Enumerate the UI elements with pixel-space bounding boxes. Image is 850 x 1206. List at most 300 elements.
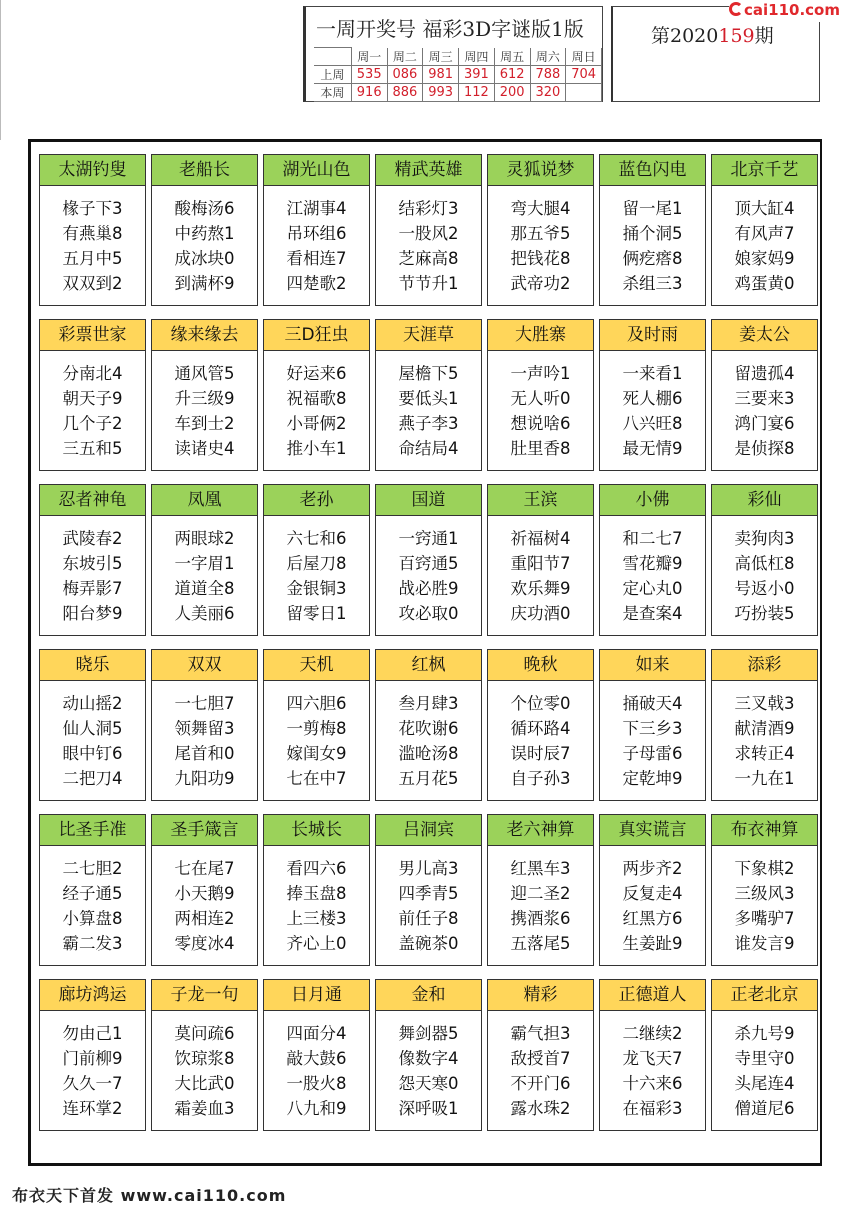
- puzzle-lines: [264, 516, 369, 626]
- draw-value: 112: [459, 83, 495, 101]
- puzzle-line: 眼中钉6: [62, 744, 123, 763]
- corner-cell: [314, 48, 351, 66]
- puzzle-card: [39, 154, 146, 306]
- puzzle-lines: [600, 846, 705, 956]
- puzzle-line: 在福彩3: [622, 1099, 683, 1118]
- puzzle-lines: [152, 681, 257, 791]
- puzzle-lines: [152, 516, 257, 626]
- puzzle-line: 捧玉盘8: [286, 884, 347, 903]
- puzzle-author-title: 太湖钓叟: [40, 155, 145, 186]
- puzzle-card: [263, 154, 370, 306]
- puzzle-lines: [712, 846, 817, 956]
- puzzle-line: 留零日1: [286, 604, 347, 623]
- puzzle-author-title: 灵狐说梦: [488, 155, 593, 186]
- puzzle-line: 个位零0: [510, 694, 571, 713]
- puzzle-card: [375, 979, 482, 1131]
- puzzle-line: 两步齐2: [622, 859, 683, 878]
- puzzle-line: 一九在1: [734, 769, 795, 788]
- puzzle-card: [487, 484, 594, 636]
- puzzle-line: 最无情9: [622, 439, 683, 458]
- puzzle-line: 子母雷6: [622, 744, 683, 763]
- puzzle-line: 寺里守0: [734, 1049, 795, 1068]
- puzzle-card: [375, 484, 482, 636]
- puzzle-card: [151, 649, 258, 801]
- puzzle-line: 要低头1: [398, 389, 459, 408]
- puzzle-line: 读诸史4: [174, 439, 235, 458]
- puzzle-line: 道道全8: [174, 579, 235, 598]
- puzzle-author-title: 彩票世家: [40, 320, 145, 351]
- puzzle-lines: [40, 351, 145, 461]
- puzzle-author-title: 日月通: [264, 980, 369, 1011]
- puzzle-line: 三五和5: [62, 439, 123, 458]
- puzzle-line: 八九和9: [286, 1099, 347, 1118]
- puzzle-line: 一窍通1: [398, 529, 459, 548]
- puzzle-lines: [264, 681, 369, 791]
- puzzle-line: 分南北4: [62, 364, 123, 383]
- puzzle-line: 命结局4: [398, 439, 459, 458]
- puzzle-line: 无人听0: [510, 389, 571, 408]
- puzzle-lines: [376, 681, 481, 791]
- day-fri: 周五: [494, 48, 530, 66]
- puzzle-card: [375, 319, 482, 471]
- puzzle-line: 露水珠2: [510, 1099, 571, 1118]
- puzzle-line: 连环掌2: [62, 1099, 123, 1118]
- puzzle-card: [599, 319, 706, 471]
- puzzle-author-title: 王滨: [488, 485, 593, 516]
- puzzle-card: [711, 649, 818, 801]
- puzzle-line: 鸿门宴6: [734, 414, 795, 433]
- puzzle-author-title: 晓乐: [40, 650, 145, 681]
- puzzle-line: 金银铜3: [286, 579, 347, 598]
- puzzle-line: 四六胆6: [286, 694, 347, 713]
- puzzle-line: 饮琼浆8: [174, 1049, 235, 1068]
- puzzle-line: 燕子李3: [398, 414, 459, 433]
- puzzle-author-title: 如来: [600, 650, 705, 681]
- draw-value: 086: [387, 65, 423, 83]
- puzzle-lines: [40, 846, 145, 956]
- weekly-draw-table: [314, 47, 602, 102]
- puzzle-card: [151, 154, 258, 306]
- puzzle-card: [375, 814, 482, 966]
- puzzle-author-title: 老六神算: [488, 815, 593, 846]
- left-edge-line: [0, 0, 1, 140]
- puzzle-line: 死人棚6: [622, 389, 683, 408]
- puzzle-lines: [264, 186, 369, 296]
- day-sun: 周日: [566, 48, 602, 66]
- puzzle-card: [711, 484, 818, 636]
- puzzle-line: 是查案4: [622, 604, 683, 623]
- puzzle-line: 娘家妈9: [734, 249, 795, 268]
- puzzle-line: 到满杯9: [174, 274, 235, 293]
- puzzle-author-title: 彩仙: [712, 485, 817, 516]
- puzzle-lines: [376, 351, 481, 461]
- puzzle-author-title: 凤凰: [152, 485, 257, 516]
- puzzle-lines: [600, 351, 705, 461]
- puzzle-line: 领舞留3: [174, 719, 235, 738]
- puzzle-line: 仙人洞5: [62, 719, 123, 738]
- puzzle-line: 弯大腿4: [510, 199, 571, 218]
- puzzle-line: 攻必取0: [398, 604, 459, 623]
- puzzle-card: [599, 979, 706, 1131]
- puzzle-line: 霜姜血3: [174, 1099, 235, 1118]
- puzzle-card: [487, 979, 594, 1131]
- puzzle-author-title: 天涯草: [376, 320, 481, 351]
- puzzle-lines: [264, 1011, 369, 1121]
- day-thu: 周四: [459, 48, 495, 66]
- puzzle-line: 卖狗肉3: [734, 529, 795, 548]
- puzzle-card: [599, 814, 706, 966]
- puzzle-line: 谁发言9: [734, 934, 795, 953]
- puzzle-card: [711, 319, 818, 471]
- puzzle-author-title: 及时雨: [600, 320, 705, 351]
- puzzle-card: [263, 814, 370, 966]
- puzzle-frame: [28, 139, 822, 1166]
- puzzle-lines: [264, 846, 369, 956]
- puzzle-line: 欢乐舞9: [510, 579, 571, 598]
- puzzle-line: 霸二发3: [62, 934, 123, 953]
- puzzle-line: 花吹谢6: [398, 719, 459, 738]
- footer-credit: 布衣天下首发 www.cai110.com: [12, 1186, 287, 1205]
- puzzle-line: 定乾坤9: [622, 769, 683, 788]
- puzzle-line: 通风管5: [174, 364, 235, 383]
- puzzle-line: 五月花5: [398, 769, 459, 788]
- puzzle-line: 杀九号9: [734, 1024, 795, 1043]
- issue-number: 159: [718, 25, 755, 47]
- weekly-draw-panel: [303, 6, 603, 102]
- draw-value: 916: [351, 83, 387, 101]
- puzzle-card: [711, 814, 818, 966]
- puzzle-line: 肚里香8: [510, 439, 571, 458]
- puzzle-line: 和二七7: [622, 529, 683, 548]
- puzzle-line: 红黑方6: [622, 909, 683, 928]
- puzzle-card: [487, 649, 594, 801]
- puzzle-line: 武帝功2: [510, 274, 571, 293]
- puzzle-line: 五落尾5: [510, 934, 571, 953]
- puzzle-line: 节节升1: [398, 274, 459, 293]
- puzzle-author-title: 圣手箴言: [152, 815, 257, 846]
- puzzle-line: 六七和6: [286, 529, 347, 548]
- puzzle-author-title: 缘来缘去: [152, 320, 257, 351]
- puzzle-line: 敲大鼓6: [286, 1049, 347, 1068]
- draw-value: 200: [494, 83, 530, 101]
- puzzle-line: 一剪梅8: [286, 719, 347, 738]
- puzzle-line: 九阳功9: [174, 769, 235, 788]
- puzzle-line: 七在中7: [286, 769, 347, 788]
- puzzle-line: 误时辰7: [510, 744, 571, 763]
- puzzle-line: 五月中5: [62, 249, 123, 268]
- puzzle-line: 捅破天4: [622, 694, 683, 713]
- puzzle-author-title: 三D狂虫: [264, 320, 369, 351]
- puzzle-card: [711, 979, 818, 1131]
- puzzle-line: 留一尾1: [622, 199, 683, 218]
- puzzle-line: 献清酒9: [734, 719, 795, 738]
- puzzle-line: 经子通5: [62, 884, 123, 903]
- day-mon: 周一: [351, 48, 387, 66]
- puzzle-author-title: 忍者神龟: [40, 485, 145, 516]
- puzzle-lines: [376, 516, 481, 626]
- puzzle-card: [599, 649, 706, 801]
- puzzle-card: [151, 319, 258, 471]
- puzzle-lines: [264, 351, 369, 461]
- puzzle-author-title: 大胜寨: [488, 320, 593, 351]
- puzzle-lines: [152, 846, 257, 956]
- puzzle-line: 龙飞天7: [622, 1049, 683, 1068]
- puzzle-grid: [39, 154, 818, 1131]
- last-week-row: [314, 65, 602, 83]
- puzzle-lines: [152, 186, 257, 296]
- puzzle-line: 百窍通5: [398, 554, 459, 573]
- puzzle-line: 叁月肆3: [398, 694, 459, 713]
- issue-prefix: 第2020: [651, 25, 719, 47]
- puzzle-author-title: 正德道人: [600, 980, 705, 1011]
- puzzle-line: 看相连7: [286, 249, 347, 268]
- puzzle-lines: [488, 351, 593, 461]
- puzzle-author-title: 金和: [376, 980, 481, 1011]
- puzzle-line: 成冰块0: [174, 249, 235, 268]
- puzzle-line: 红黑车3: [510, 859, 571, 878]
- puzzle-line: 三叉戟3: [734, 694, 795, 713]
- puzzle-line: 屋檐下5: [398, 364, 459, 383]
- puzzle-lines: [40, 186, 145, 296]
- puzzle-line: 男儿高3: [398, 859, 459, 878]
- puzzle-line: 多嘴驴7: [734, 909, 795, 928]
- puzzle-lines: [376, 846, 481, 956]
- issue-suffix: 期: [754, 25, 774, 47]
- puzzle-line: 四楚歌2: [286, 274, 347, 293]
- puzzle-line: 留遗孤4: [734, 364, 795, 383]
- puzzle-line: 下象棋2: [734, 859, 795, 878]
- puzzle-card: [39, 649, 146, 801]
- puzzle-line: 迎二圣2: [510, 884, 571, 903]
- puzzle-line: 门前柳9: [62, 1049, 123, 1068]
- puzzle-author-title: 双双: [152, 650, 257, 681]
- puzzle-line: 椽子下3: [62, 199, 123, 218]
- puzzle-author-title: 天机: [264, 650, 369, 681]
- puzzle-line: 不开门6: [510, 1074, 571, 1093]
- puzzle-line: 朝天子9: [62, 389, 123, 408]
- puzzle-line: 小天鹅9: [174, 884, 235, 903]
- puzzle-line: 看四六6: [286, 859, 347, 878]
- puzzle-line: 像数字4: [398, 1049, 459, 1068]
- row-label-this-week: 本周: [314, 83, 351, 101]
- puzzle-author-title: 廊坊鸿运: [40, 980, 145, 1011]
- puzzle-lines: [600, 516, 705, 626]
- puzzle-card: [487, 814, 594, 966]
- puzzle-line: 一七胆7: [174, 694, 235, 713]
- puzzle-line: 盖碗茶0: [398, 934, 459, 953]
- puzzle-line: 霸气担3: [510, 1024, 571, 1043]
- puzzle-author-title: 添彩: [712, 650, 817, 681]
- puzzle-line: 滥呛汤8: [398, 744, 459, 763]
- puzzle-line: 一股风2: [398, 224, 459, 243]
- puzzle-lines: [712, 516, 817, 626]
- puzzle-author-title: 红枫: [376, 650, 481, 681]
- puzzle-lines: [600, 1011, 705, 1121]
- puzzle-line: 下三乡3: [622, 719, 683, 738]
- puzzle-line: 僧道尼6: [734, 1099, 795, 1118]
- puzzle-lines: [600, 186, 705, 296]
- puzzle-lines: [40, 516, 145, 626]
- draw-value: [566, 83, 602, 101]
- puzzle-lines: [488, 516, 593, 626]
- puzzle-line: 鸡蛋黄0: [734, 274, 795, 293]
- puzzle-card: [151, 979, 258, 1131]
- puzzle-line: 自子孙3: [510, 769, 571, 788]
- puzzle-line: 梅弄影7: [62, 579, 123, 598]
- day-header-row: [314, 48, 602, 66]
- puzzle-lines: [152, 351, 257, 461]
- puzzle-card: [151, 484, 258, 636]
- puzzle-author-title: 晚秋: [488, 650, 593, 681]
- puzzle-line: 嫁闺女9: [286, 744, 347, 763]
- puzzle-lines: [712, 351, 817, 461]
- puzzle-card: [39, 484, 146, 636]
- puzzle-lines: [488, 1011, 593, 1121]
- puzzle-line: 结彩灯3: [398, 199, 459, 218]
- puzzle-line: 舞剑器5: [398, 1024, 459, 1043]
- puzzle-line: 上三楼3: [286, 909, 347, 928]
- puzzle-line: 求转正4: [734, 744, 795, 763]
- puzzle-line: 循环路4: [510, 719, 571, 738]
- puzzle-line: 高低杠8: [734, 554, 795, 573]
- puzzle-author-title: 比圣手准: [40, 815, 145, 846]
- puzzle-author-title: 蓝色闪电: [600, 155, 705, 186]
- puzzle-line: 阳台梦9: [62, 604, 123, 623]
- puzzle-card: [375, 649, 482, 801]
- puzzle-line: 勿由己1: [62, 1024, 123, 1043]
- puzzle-line: 携酒浆6: [510, 909, 571, 928]
- puzzle-line: 重阳节7: [510, 554, 571, 573]
- puzzle-card: [39, 979, 146, 1131]
- puzzle-line: 二把刀4: [62, 769, 123, 788]
- puzzle-line: 四面分4: [286, 1024, 347, 1043]
- puzzle-card: [39, 814, 146, 966]
- puzzle-author-title: 北京千艺: [712, 155, 817, 186]
- puzzle-line: 芝麻高8: [398, 249, 459, 268]
- puzzle-lines: [712, 1011, 817, 1121]
- puzzle-line: 两眼球2: [174, 529, 235, 548]
- site-logo[interactable]: [729, 0, 850, 22]
- puzzle-line: 顶大缸4: [734, 199, 795, 218]
- puzzle-line: 升三级9: [174, 389, 235, 408]
- draw-value: 993: [423, 83, 459, 101]
- puzzle-line: 有风声7: [734, 224, 795, 243]
- puzzle-line: 雪花瓣9: [622, 554, 683, 573]
- puzzle-line: 祈福树4: [510, 529, 571, 548]
- puzzle-line: 杀组三3: [622, 274, 683, 293]
- puzzle-line: 一股火8: [286, 1074, 347, 1093]
- puzzle-line: 那五爷5: [510, 224, 571, 243]
- puzzle-author-title: 长城长: [264, 815, 369, 846]
- puzzle-author-title: 国道: [376, 485, 481, 516]
- puzzle-line: 江湖事4: [286, 199, 347, 218]
- puzzle-lines: [376, 1011, 481, 1121]
- puzzle-line: 生姜趾9: [622, 934, 683, 953]
- puzzle-line: 尾首和0: [174, 744, 235, 763]
- puzzle-line: 一声吟1: [510, 364, 571, 383]
- puzzle-line: 是侦探8: [734, 439, 795, 458]
- puzzle-line: 东坡引5: [62, 554, 123, 573]
- puzzle-line: 两相连2: [174, 909, 235, 928]
- puzzle-line: 零度冰4: [174, 934, 235, 953]
- puzzle-line: 四季青5: [398, 884, 459, 903]
- puzzle-line: 小哥俩2: [286, 414, 347, 433]
- puzzle-card: [599, 154, 706, 306]
- day-sat: 周六: [530, 48, 566, 66]
- puzzle-line: 酸梅汤6: [174, 199, 235, 218]
- draw-value: 391: [459, 65, 495, 83]
- puzzle-line: 大比武0: [174, 1074, 235, 1093]
- puzzle-line: 祝福歌8: [286, 389, 347, 408]
- puzzle-line: 定心丸0: [622, 579, 683, 598]
- puzzle-line: 战必胜9: [398, 579, 459, 598]
- puzzle-line: 头尾连4: [734, 1074, 795, 1093]
- issue-label: [651, 21, 774, 48]
- puzzle-lines: [488, 186, 593, 296]
- draw-value: 612: [494, 65, 530, 83]
- puzzle-line: 捅个洞5: [622, 224, 683, 243]
- puzzle-author-title: 湖光山色: [264, 155, 369, 186]
- puzzle-lines: [600, 681, 705, 791]
- puzzle-line: 反复走4: [622, 884, 683, 903]
- puzzle-line: 敌授首7: [510, 1049, 571, 1068]
- puzzle-line: 好运来6: [286, 364, 347, 383]
- puzzle-line: 几个子2: [62, 414, 123, 433]
- puzzle-line: 庆功酒0: [510, 604, 571, 623]
- puzzle-lines: [152, 1011, 257, 1121]
- draw-value: 535: [351, 65, 387, 83]
- puzzle-lines: [488, 846, 593, 956]
- puzzle-card: [487, 319, 594, 471]
- puzzle-line: 俩疙瘩8: [622, 249, 683, 268]
- puzzle-card: [263, 649, 370, 801]
- puzzle-author-title: 精武英雄: [376, 155, 481, 186]
- puzzle-author-title: 老船长: [152, 155, 257, 186]
- puzzle-author-title: 姜太公: [712, 320, 817, 351]
- logo-swirl-icon: [729, 2, 743, 16]
- draw-value: 704: [566, 65, 602, 83]
- draw-value: 886: [387, 83, 423, 101]
- puzzle-lines: [40, 681, 145, 791]
- draw-value: 981: [423, 65, 459, 83]
- puzzle-card: [39, 319, 146, 471]
- puzzle-line: 三要来3: [734, 389, 795, 408]
- puzzle-card: [711, 154, 818, 306]
- puzzle-line: 双双到2: [62, 274, 123, 293]
- puzzle-author-title: 老孙: [264, 485, 369, 516]
- this-week-row: [314, 83, 602, 101]
- draw-value: 320: [530, 83, 566, 101]
- puzzle-lines: [712, 681, 817, 791]
- puzzle-line: 一来看1: [622, 364, 683, 383]
- puzzle-line: 小算盘8: [62, 909, 123, 928]
- puzzle-line: 车到士2: [174, 414, 235, 433]
- puzzle-line: 中药熬1: [174, 224, 235, 243]
- puzzle-author-title: 精彩: [488, 980, 593, 1011]
- puzzle-lines: [488, 681, 593, 791]
- draw-value: 788: [530, 65, 566, 83]
- puzzle-line: 二继续2: [622, 1024, 683, 1043]
- puzzle-card: [263, 484, 370, 636]
- puzzle-line: 久久一7: [62, 1074, 123, 1093]
- puzzle-line: 十六来6: [622, 1074, 683, 1093]
- puzzle-lines: [376, 186, 481, 296]
- puzzle-author-title: 真实谎言: [600, 815, 705, 846]
- puzzle-line: 三级风3: [734, 884, 795, 903]
- puzzle-author-title: 吕洞宾: [376, 815, 481, 846]
- puzzle-author-title: 正老北京: [712, 980, 817, 1011]
- puzzle-line: 齐心上0: [286, 934, 347, 953]
